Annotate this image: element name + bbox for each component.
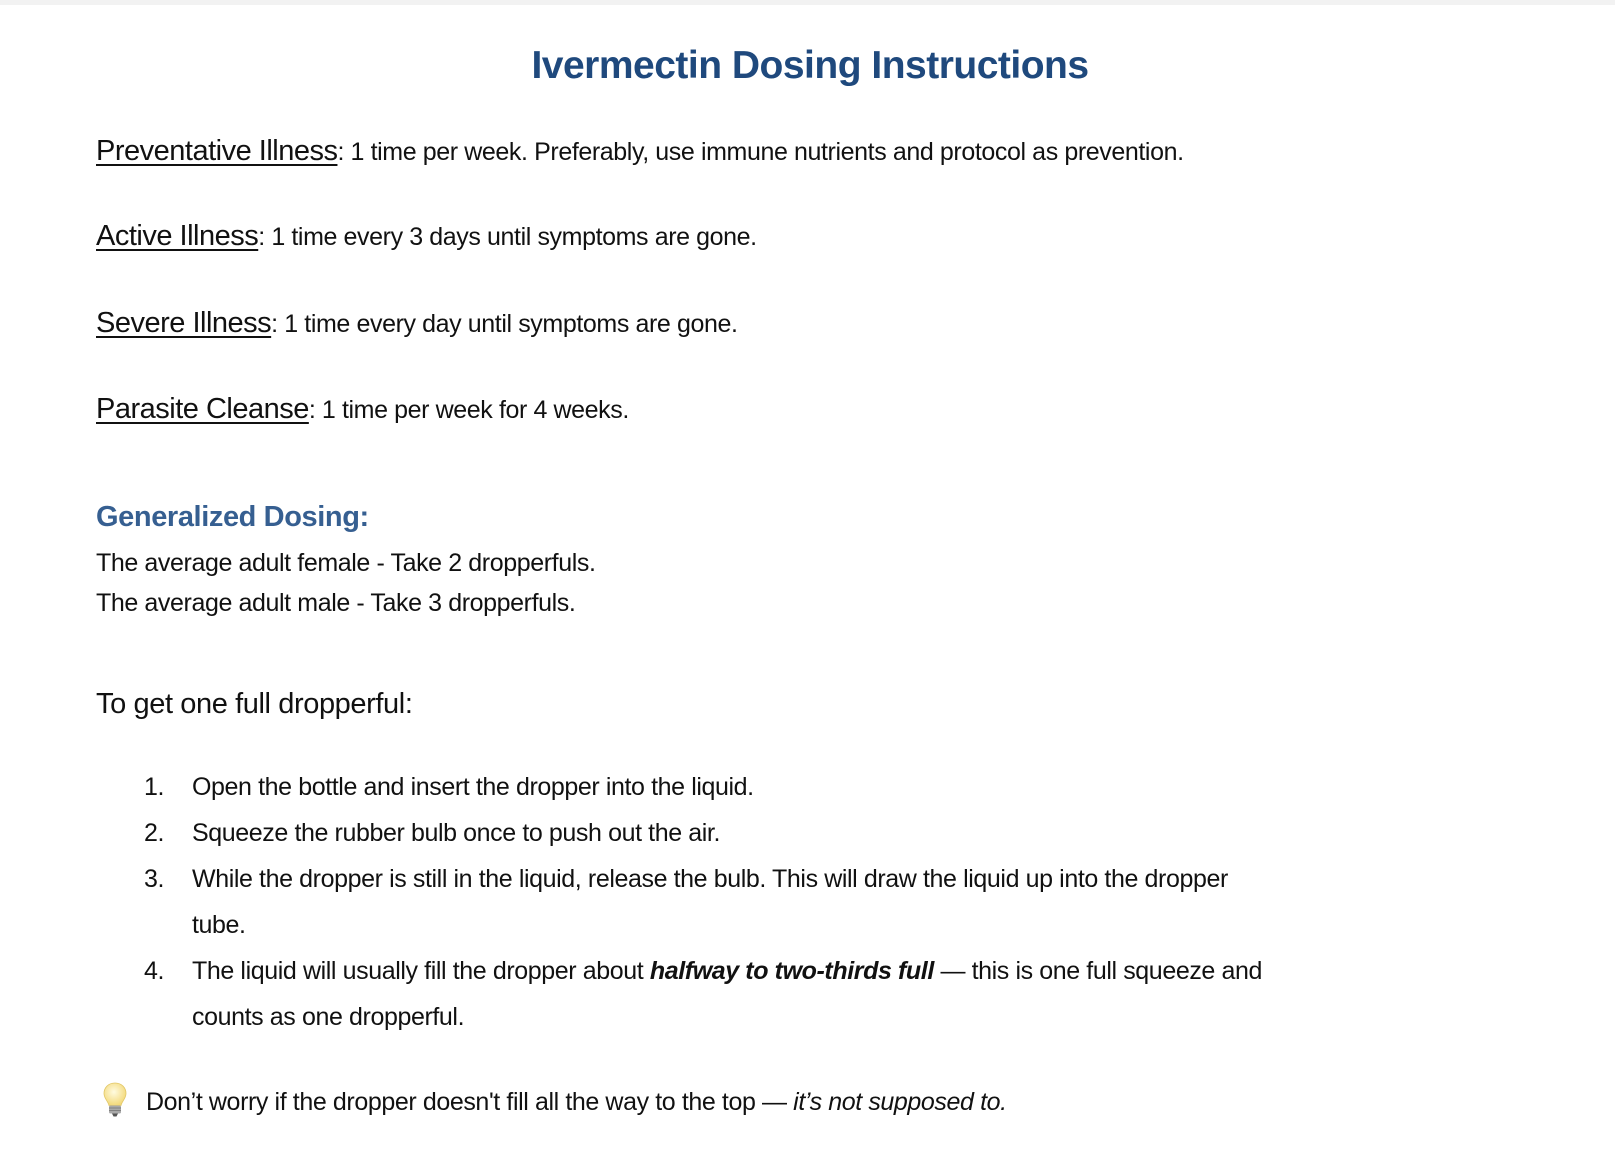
tip-italic: it’s not supposed to.: [793, 1088, 1007, 1116]
schedule-term: Preventative Illness: [96, 135, 338, 167]
schedule-parasite: [96, 395, 629, 424]
tip-text: Don’t worry if the dropper doesn't fill all the way to the top —: [146, 1088, 794, 1116]
step-text-after: — this is one full squeeze and: [933, 957, 1262, 985]
schedule-preventative: [96, 137, 1184, 166]
step-text-continued: tube.: [192, 911, 246, 939]
step-text-before: The liquid will usually fill the dropper about: [192, 957, 650, 985]
step-emphasis: halfway to two-thirds full: [649, 957, 934, 985]
schedule-text: : 1 time every 3 days until symptoms are gone.: [258, 223, 757, 251]
step-number: 3.: [144, 865, 165, 893]
schedule-severe: [96, 309, 738, 338]
generalized-heading: Generalized Dosing:: [96, 501, 369, 533]
tip-line: [102, 1082, 1007, 1118]
top-bar: [0, 0, 1615, 5]
step-text: Open the bottle and insert the dropper into the liquid.: [192, 773, 754, 801]
schedule-term: Severe Illness: [96, 307, 272, 339]
schedule-term: Parasite Cleanse: [96, 393, 309, 425]
step-number: 1.: [144, 773, 165, 801]
generalized-female: The average adult female - Take 2 dropperfuls.: [96, 549, 596, 577]
step-text-continued: counts as one dropperful.: [192, 1003, 465, 1031]
step-text: Squeeze the rubber bulb once to push out the air.: [192, 819, 721, 847]
step-number: 2.: [144, 819, 165, 847]
step-number: 4.: [144, 957, 165, 985]
dropperful-heading: To get one full dropperful:: [96, 688, 413, 720]
lightbulb-icon: [102, 1082, 128, 1118]
schedule-text: : 1 time every day until symptoms are gone.: [271, 310, 738, 338]
schedule-text: : 1 time per week. Preferably, use immune nutrients and protocol as prevention.: [337, 138, 1184, 166]
schedule-active: [96, 222, 757, 251]
step-text: [192, 959, 1262, 984]
generalized-male: The average adult male - Take 3 dropperfuls.: [96, 589, 576, 617]
schedule-term: Active Illness: [96, 220, 259, 252]
schedule-text: : 1 time per week for 4 weeks.: [308, 396, 629, 424]
page-title: Ivermectin Dosing Instructions: [531, 44, 1089, 87]
step-text: While the dropper is still in the liquid, release the bulb. This will draw the liquid up into the dropper: [192, 865, 1228, 893]
